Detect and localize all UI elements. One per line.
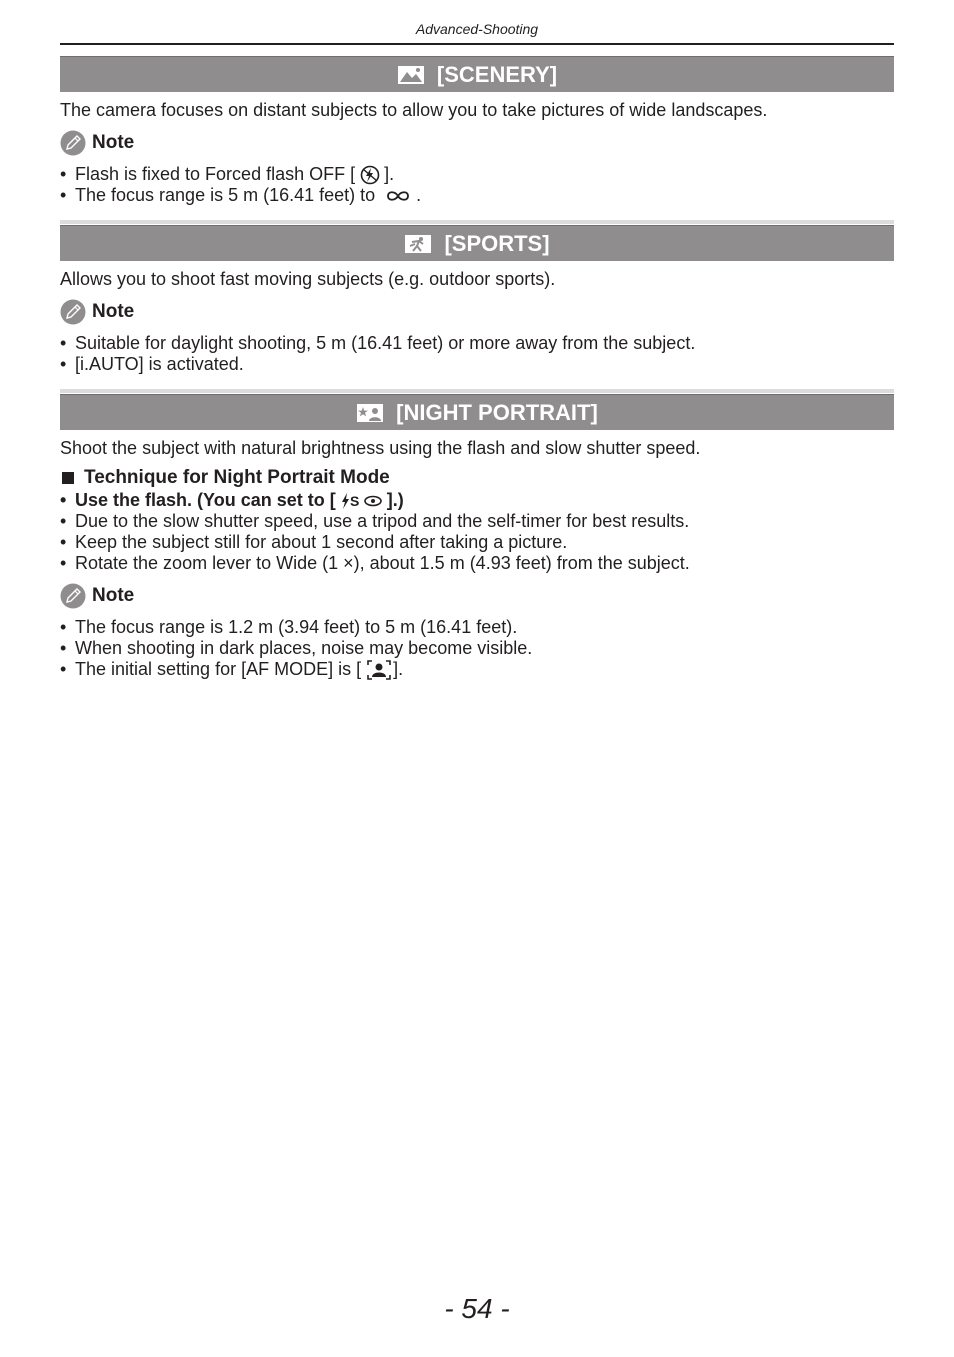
bullet: • [60, 553, 67, 573]
note-item [60, 354, 244, 375]
technique-text: Keep the subject still for about 1 second after taking a picture. [75, 532, 568, 552]
section-intro: Allows you to shoot fast moving subjects (e.g. outdoor sports). [60, 269, 556, 289]
bullet: • [60, 354, 67, 374]
header-rule [60, 43, 894, 45]
svg-text:S: S [349, 492, 360, 509]
scenery-icon [397, 65, 425, 85]
technique-text-end: ].) [386, 490, 404, 510]
note-item [60, 185, 421, 206]
sports-icon [404, 234, 432, 254]
technique-text: Use the flash. (You can set to [ [75, 490, 336, 510]
section-bar-scenery [60, 56, 894, 92]
pencil-note-icon [60, 583, 86, 609]
bullet: • [60, 333, 67, 353]
section-intro: Shoot the subject with natural brightness using the flash and slow shutter speed. [60, 438, 701, 458]
technique-item [60, 511, 689, 532]
section-intro: The camera focuses on distant subjects to allow you to take pictures of wide landscapes. [60, 100, 768, 120]
pencil-note-icon [60, 130, 86, 156]
note-text-end: ]. [384, 164, 395, 184]
bullet: • [60, 532, 67, 552]
infinity-icon [383, 189, 413, 203]
technique-text: Rotate the zoom lever to Wide (1 ×), about 1.5 m (4.93 feet) from the subject. [75, 553, 690, 573]
note-item [60, 617, 517, 638]
running-title: Advanced-Shooting [415, 21, 539, 37]
bullet: • [60, 617, 67, 637]
note-label: Note [92, 132, 135, 153]
note-text: Flash is fixed to Forced flash OFF [ [75, 164, 356, 184]
bullet: • [60, 511, 67, 531]
note-heading [60, 583, 134, 609]
section-title: [SPORTS] [444, 230, 550, 256]
technique-text: Due to the slow shutter speed, use a tripod and the self-timer for best results. [75, 511, 690, 531]
note-item [60, 164, 394, 185]
technique-heading-text: Technique for Night Portrait Mode [84, 467, 390, 488]
pencil-note-icon [60, 299, 86, 325]
section-divider [60, 389, 894, 393]
section-bar-night-portrait [60, 394, 894, 430]
note-heading [60, 299, 134, 325]
note-item [60, 333, 695, 354]
note-item [60, 659, 403, 680]
square-bullet [62, 472, 74, 484]
note-text: [i.AUTO] is activated. [75, 354, 244, 374]
section-title: [NIGHT PORTRAIT] [396, 399, 598, 425]
section-divider [60, 220, 894, 224]
note-item [60, 638, 532, 659]
note-text: The initial setting for [AF MODE] is [ [75, 659, 362, 679]
technique-heading [60, 467, 390, 489]
bullet: • [60, 490, 67, 510]
note-text: When shooting in dark places, noise may become visible. [75, 638, 533, 658]
bullet: • [60, 638, 67, 658]
section-bar-sports [60, 225, 894, 261]
bullet: • [60, 164, 67, 184]
bullet: • [60, 185, 67, 205]
face-detection-icon [367, 660, 391, 680]
technique-item [60, 553, 690, 574]
note-text: The focus range is 1.2 m (3.94 feet) to 5 m (16.41 feet). [75, 617, 518, 637]
note-text: Suitable for daylight shooting, 5 m (16.41 feet) or more away from the subject. [75, 333, 696, 353]
technique-item [60, 532, 567, 553]
section-title: [SCENERY] [436, 61, 558, 87]
night-portrait-icon [356, 403, 384, 423]
note-text-end: . [416, 185, 422, 205]
note-text: The focus range is 5 m (16.41 feet) to [75, 185, 376, 205]
note-label: Note [92, 301, 135, 322]
page-number: - 54 - [444, 1293, 510, 1324]
note-heading [60, 130, 134, 156]
slow-sync-redeye-flash-icon [340, 492, 384, 510]
note-label: Note [92, 585, 135, 606]
note-text-end: ]. [393, 659, 404, 679]
flash-off-icon [358, 165, 382, 185]
bullet: • [60, 659, 67, 679]
technique-item [60, 490, 404, 511]
